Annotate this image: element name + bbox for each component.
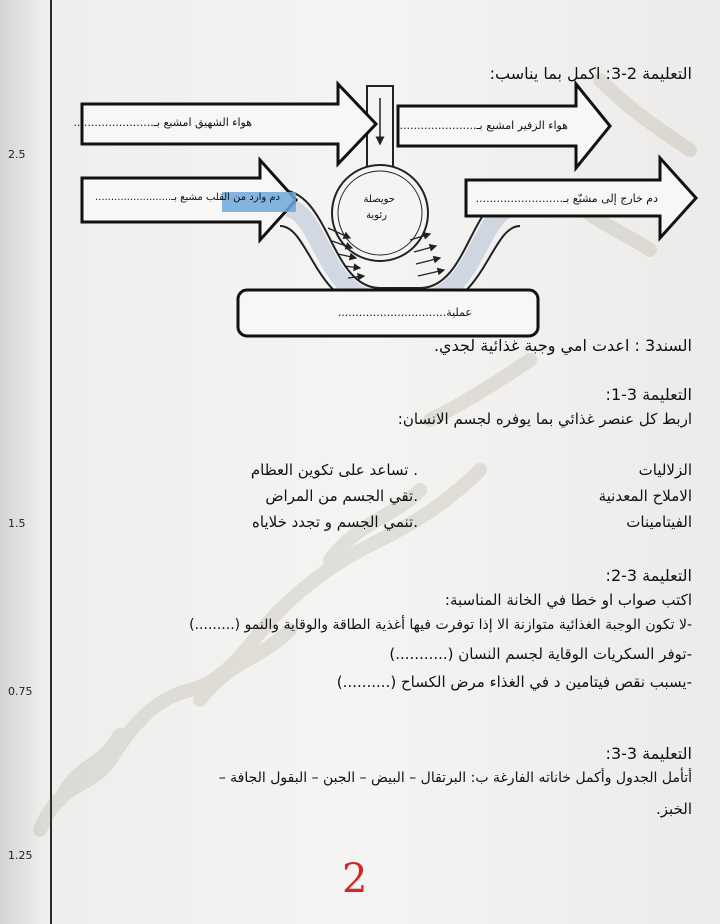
q3-2-instruction: اكتب صواب او خطا في الخانة المناسبة: (444, 591, 692, 609)
q3-1-instruction: اربط كل عنصر غذائي بما يوفره لجسم الانسان: (397, 410, 692, 428)
q3-2-heading: التعليمة 3-2: (605, 566, 692, 585)
exhaled-air-label: هواء الزفير امشبع بـ...................... (399, 119, 568, 132)
role-growth: .تنمي الجسم و تجدد خلاياه (252, 513, 418, 531)
process-label: عملية............................... (337, 306, 472, 319)
food-item-proteins: الزلاليات (638, 461, 692, 479)
q2-3-heading: التعليمة 2-3: اكمل بما يناسب: (489, 64, 692, 83)
q3-2-statement-1: -لا تكون الوجبة الغذائية متوازنة الا إذا توفرت فيها أغذية الطاقة والوقاية والنمو (.........) (189, 617, 692, 633)
score-q3-3: 1.25 (8, 849, 33, 862)
doc3-text: السند3 : اعدت امي وجبة غذائية لجدي. (433, 336, 692, 355)
score-q3-1: 1.5 (8, 517, 26, 530)
alveolus-label-1: حويصلة (363, 194, 395, 205)
food-item-vitamins: الفيتامينات (626, 513, 692, 531)
q3-2-statement-3: -يسبب نقص فيتامين د في الغذاء مرض الكساح (..........) (336, 673, 692, 691)
role-protect: .تقي الجسم من المراض (265, 487, 418, 505)
q3-2-statement-2: -توفر السكريات الوقاية لجسم النسان (...........) (389, 645, 692, 663)
alveolus-label-2: رئوية (366, 210, 387, 221)
score-q3-2: 0.75 (8, 685, 33, 698)
inhaled-air-label: هواء الشهيق امشبع بـ....................... (73, 116, 252, 129)
q3-3-line-1: أتأمل الجدول وأكمل خاناته الفارغة ب: البرتقال – البيض – الجبن – البقول الجافة – (218, 770, 692, 786)
role-bones: . تساعد على تكوين العظام (250, 461, 418, 479)
q3-1-heading: التعليمة 3-1: (605, 385, 692, 404)
page-number: 2 (342, 856, 368, 902)
blood-in-label: دم وارد من القلب مشبع بـ........................ (94, 192, 280, 203)
blood-out-label: دم خارج إلى مشبّع بـ......................... (475, 192, 658, 205)
food-item-minerals: الاملاح المعدنية (598, 487, 692, 505)
q3-3-line-2: الخبز. (656, 800, 692, 818)
score-q2-3: 2.5 (8, 148, 26, 161)
q3-3-heading: التعليمة 3-3: (605, 744, 692, 763)
margin-line (50, 0, 52, 924)
